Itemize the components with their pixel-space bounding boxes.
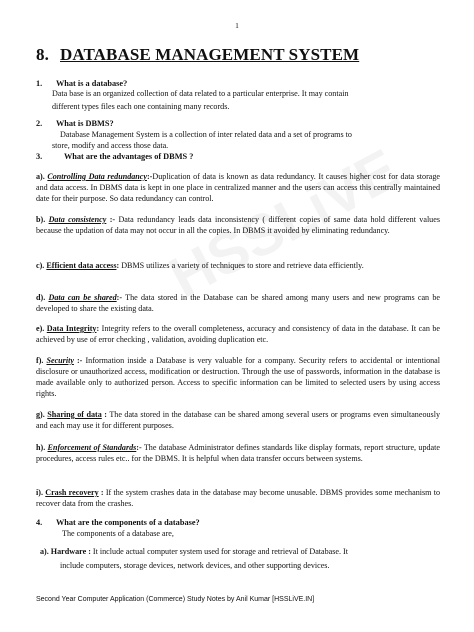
- advantage-b-text: Data redundancy leads data inconsistency ( different copies of same data hold different values because the updation of data may not occur in all the copies. In DBMS it avoided by eliminating redundancy.: [36, 215, 440, 235]
- advantage-g: g). Sharing of data : The data stored in the database can be shared among several users or programs even simultaneously and each may use it for different purposes.: [36, 410, 440, 430]
- question-2-text: What is DBMS?: [56, 119, 114, 128]
- question-4-text: What are the components of a database?: [56, 518, 200, 527]
- question-1: 1. What is a database?: [36, 79, 128, 88]
- section-title: DATABASE MANAGEMENT SYSTEM: [60, 45, 360, 64]
- advantage-f: f). Security :- Information inside a Database is very valuable for a company. Security refers to accidental or intentional disclosure or unauthorized access, modification or destruction. Through the use of passwords, information in the database is made available only to authorized person. Access to specific information can be limited to selected users by using access rights.: [36, 356, 440, 398]
- advantage-d: d). Data can be shared:- The data stored in the Database can be shared among many users and new programs can be developed to share the existing data.: [36, 293, 440, 313]
- advantage-a-text: Duplication of data is known as data redundancy. It causes higher cost for data storage and data access. In DBMS data is kept in one place in centralized manner and the users can access this centrally maintained date for their purpose. So data redundancy can control.: [36, 172, 440, 203]
- advantage-h-term: Enforcement of Standards: [47, 443, 137, 452]
- advantage-e-term: Data Integrity: [46, 324, 97, 333]
- component-hardware: a). Hardware : It include actual computer system used for storage and retrieval of Database. It: [40, 547, 348, 556]
- advantage-f-text: Information inside a Database is very valuable for a company. Security refers to accidental or intentional disclosure or unauthorized access, modification or destruction. Through the use of passwords, information in the database is made available only to authorized person. Access to specific information can be limited to selected users by using access rights.: [36, 356, 440, 398]
- answer-2-line-1: Database Management System is a collection of inter related data and a set of programs to: [60, 130, 352, 139]
- answer-1-line-1: Data base is an organized collection of data related to a particular enterprise. It may contain: [52, 89, 349, 98]
- advantage-i-term: Crash recovery: [45, 488, 99, 497]
- component-hardware-line-2: include computers, storage devices, network devices, and other supporting devices.: [60, 561, 330, 570]
- component-hardware-line-1: It include actual computer system used for storage and retrieval of Database. It: [90, 547, 348, 556]
- advantage-d-text: The data stored in the Database can be shared among many users and new programs can be developed to share the existing data.: [36, 293, 440, 313]
- advantage-i: i). Crash recovery : If the system crashes data in the database may become unusable. DBMS provides some mechanism to recover data from the crashes.: [36, 488, 441, 508]
- page-number: 1: [235, 21, 239, 30]
- question-2: 2. What is DBMS?: [36, 119, 114, 128]
- advantage-e: e). Data Integrity: Integrity refers to the overall completeness, accuracy and consistency of data in the database. It can be achieved by use of error checking , validation, avoiding duplication etc.: [36, 324, 440, 344]
- component-hardware-term: Hardware: [50, 547, 87, 556]
- advantage-i-text: If the system crashes data in the database may become unusable. DBMS provides some mechanism to recover data from the crashes.: [36, 488, 441, 508]
- advantage-a: a). Controlling Data redundancy:-Duplication of data is known as data redundancy. It causes higher cost for data storage and data access. In DBMS data is kept in one place in centralized manner and the users can access this centrally maintained date for their purpose. So data redundancy can control.: [36, 172, 440, 203]
- page-title: [36, 45, 359, 65]
- advantage-c-term: Efficient data access: [46, 261, 117, 270]
- question-3: 3. What are the advantages of DBMS ?: [36, 152, 194, 161]
- answer-1-line-2: different types files each one containing many records.: [52, 102, 230, 111]
- question-3-text: What are the advantages of DBMS ?: [64, 152, 194, 161]
- advantage-g-term: Sharing of data: [47, 410, 102, 419]
- advantage-d-term: Data can be shared: [48, 293, 117, 302]
- advantage-b-term: Data consistency: [48, 215, 107, 224]
- advantage-c: c). Efficient data access: DBMS utilizes a variety of techniques to store and retrieve data efficiently.: [36, 261, 364, 270]
- question-4-intro: The components of a database are,: [62, 529, 174, 538]
- section-number: 8.: [36, 45, 49, 64]
- advantage-a-term: Controlling Data redundancy: [47, 172, 147, 181]
- advantage-h: h). Enforcement of Standards:- The database Administrator defines standards like display formats, report structure, update procedures, access rules etc.. for the DBMS. It is helpful when data transfer occurs between systems.: [36, 443, 440, 463]
- advantage-f-term: Security: [46, 356, 74, 365]
- advantage-g-text: The data stored in the database can be shared among several users or programs even simultaneously and each may use it for different purposes.: [36, 410, 440, 430]
- question-1-text: What is a database?: [56, 79, 128, 88]
- page-footer: Second Year Computer Application (Commerce) Study Notes by Anil Kumar [HSSLiVE.IN]: [36, 596, 315, 603]
- answer-2-line-2: store, modify and access those data.: [52, 141, 169, 150]
- advantage-h-text: The database Administrator defines standards like display formats, report structure, update procedures, access rules etc.. for the DBMS. It is helpful when data transfer occurs between systems.: [36, 443, 440, 463]
- advantage-b: b). Data consistency :- Data redundancy leads data inconsistency ( different copies of same data hold different values because the updation of data may not occur in all the copies. In DBMS it avoided by eliminating redundancy.: [36, 215, 440, 235]
- question-4: 4. What are the components of a database?: [36, 518, 200, 527]
- advantage-e-text: Integrity refers to the overall completeness, accuracy and consistency of data in the database. It can be achieved by use of error checking , validation, avoiding duplication etc.: [36, 324, 440, 344]
- advantage-c-text: DBMS utilizes a variety of techniques to store and retrieve data efficiently.: [119, 261, 364, 270]
